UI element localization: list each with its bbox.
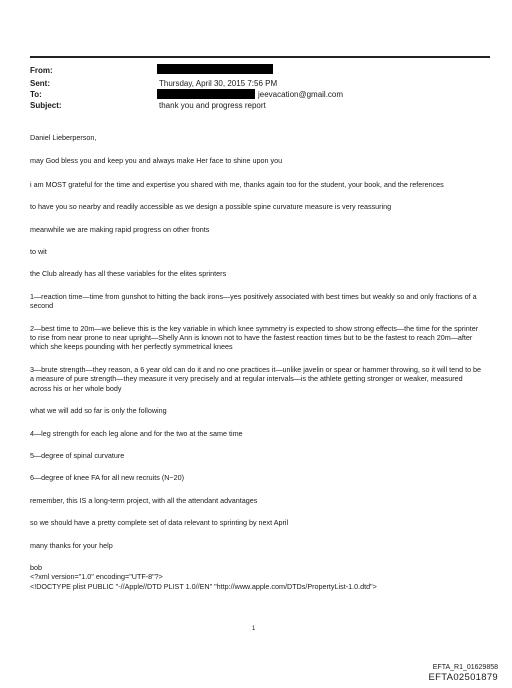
subject-label: Subject:	[30, 101, 62, 110]
signature-name: bob	[30, 562, 42, 572]
paragraph: remember, this IS a long-term project, with all the attendant advantages	[30, 495, 258, 505]
header-rule	[30, 56, 490, 58]
paragraph: so we should have a pretty complete set of data relevant to sprinting by next April	[30, 518, 289, 528]
from-redaction	[157, 64, 273, 74]
to-label: To:	[30, 90, 42, 99]
paragraph: the Club already has all these variables for the elites sprinters	[30, 269, 227, 279]
email-body	[30, 133, 485, 591]
sent-value: Thursday, April 30, 2015 7:56 PM	[159, 79, 278, 88]
list-item: 1—reaction time—time from gunshot to hitting the back irons—yes positively associated with best times but weakly so and only fractions of a second	[30, 291, 477, 311]
paragraph: to have you so nearby and readily accessible as we design a possible spine curvature measure is very reassuring	[30, 202, 392, 212]
xml-declaration: <?xml version="1.0" encoding="UTF-8"?>	[30, 572, 163, 582]
subject-value: thank you and progress report	[159, 101, 266, 110]
to-value: jeevacation@gmail.com	[258, 90, 344, 99]
paragraph: i am MOST grateful for the time and expertise you shared with me, thanks again too for the student, your book, and the references	[30, 179, 444, 189]
to-redaction	[157, 89, 255, 99]
bates-number-secondary: EFTA02501879	[428, 672, 498, 683]
paragraph: meanwhile we are making rapid progress on other fronts	[30, 224, 210, 234]
list-item: 3—brute strength—they reason, a 6 year old can do it and no one practices it—unlike javelin or spear or hammer throwing, so it will tend to be a measure of pure strength—they measure it very precisely and at regular intervals—is the athlete getting stronger or weaker, measured across his or her whole body	[30, 364, 482, 393]
page-number: 1	[252, 626, 256, 632]
list-item: 4—leg strength for each leg alone and for the two at the same time	[30, 428, 243, 438]
from-label: From:	[30, 66, 53, 75]
bates-number-primary: EFTA_R1_01629858	[432, 664, 498, 671]
list-item: 2—best time to 20m—we believe this is the key variable in which knee symmetry is expected to show strong effects—the time for the sprinter to rise from near prone to near upright—Shelly Ann is known not to have the fastest reaction times but to be the fastest to reach 20m—after which she keeps pounding with her perfectly symmetrical knees	[30, 323, 479, 352]
paragraph: many thanks for your help	[30, 540, 113, 550]
paragraph: what we will add so far is only the following	[30, 406, 167, 416]
paragraph: may God bless you and keep you and always make Her face to shine upon you	[30, 156, 283, 166]
list-item: 5—degree of spinal curvature	[30, 450, 125, 460]
greeting: Daniel Lieberperson,	[30, 133, 97, 142]
list-item: 6—degree of knee FA for all new recruits (N~20)	[30, 473, 185, 483]
doctype-line: <!DOCTYPE plist PUBLIC "-//Apple//DTD PLIST 1.0//EN" "http://www.apple.com/DTDs/PropertyList-1.0.dtd">	[30, 581, 377, 591]
sent-label: Sent:	[30, 79, 50, 88]
paragraph: to wit	[30, 247, 47, 257]
